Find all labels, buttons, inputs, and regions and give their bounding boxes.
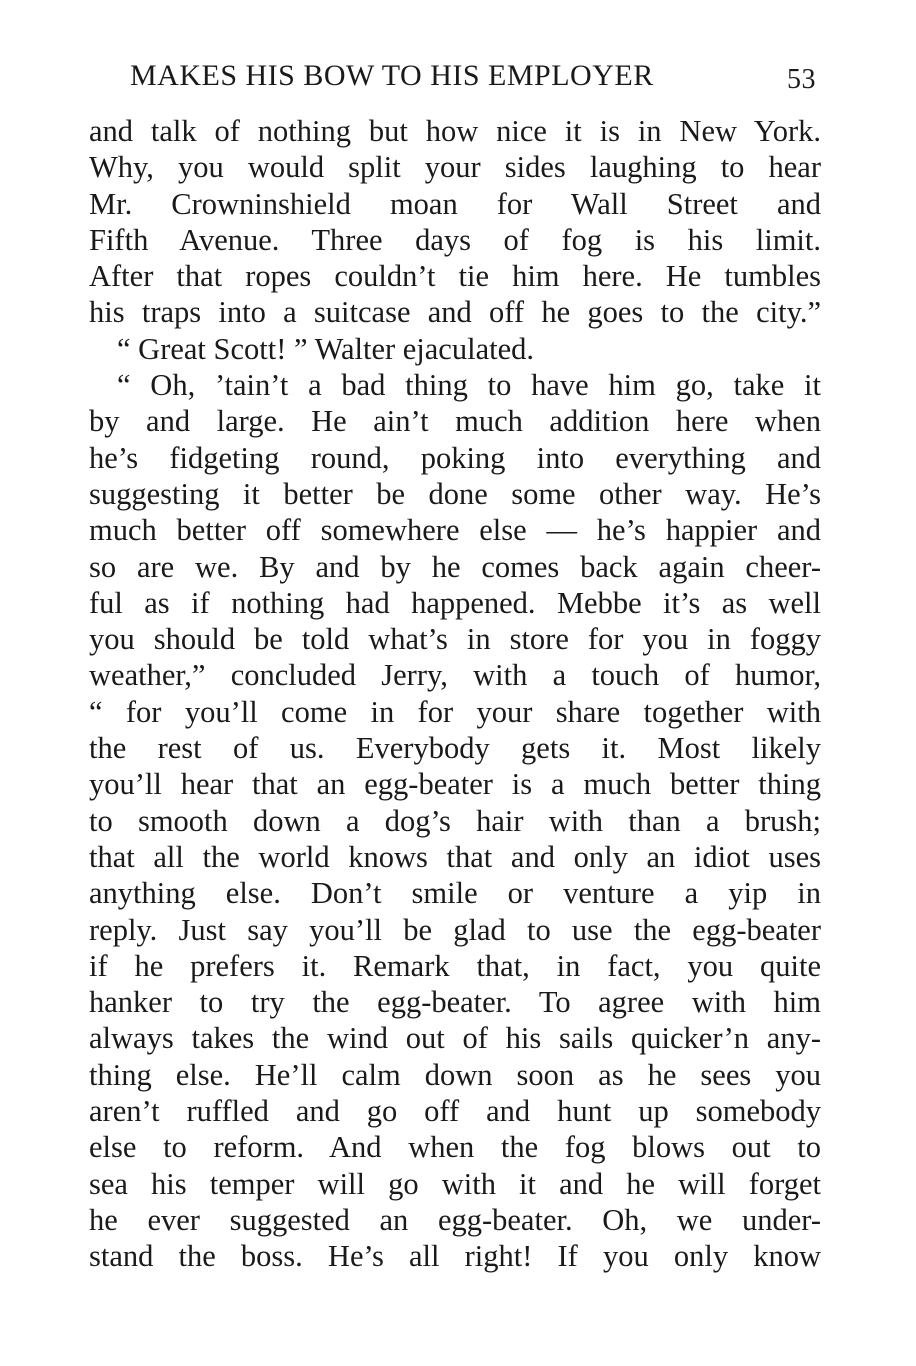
text-line: that all the world knows that and only an idiot uses (89, 839, 821, 874)
text-line: if he prefers it. Remark that, in fact, you quite (89, 948, 821, 983)
text-line: so are we. By and by he comes back again cheer- (89, 549, 821, 584)
text-line: “ Oh, ’tain’t a bad thing to have him go, take it (117, 368, 821, 403)
text-line: you should be told what’s in store for you in foggy (89, 622, 821, 657)
text-line: stand the boss. He’s all right! If you only know (89, 1239, 821, 1274)
running-title: MAKES HIS BOW TO HIS EMPLOYER (130, 59, 654, 92)
text-line: reply. Just say you’ll be glad to use the egg-beater (89, 912, 821, 947)
text-line: thing else. He’ll calm down soon as he sees you (89, 1057, 821, 1092)
text-line: Fifth Avenue. Three days of fog is his limit. (89, 222, 821, 257)
text-line: Why, you would split your sides laughing to hear (89, 150, 821, 185)
text-line: hanker to try the egg-beater. To agree with him (89, 985, 821, 1020)
text-line: anything else. Don’t smile or venture a yip in (89, 876, 821, 911)
text-line: ful as if nothing had happened. Mebbe it’s as well (89, 585, 821, 620)
text-line: and talk of nothing but how nice it is in New York. (89, 114, 821, 148)
running-head (130, 56, 824, 96)
text-line: he’s fidgeting round, poking into everything and (89, 440, 821, 475)
body-text (89, 113, 821, 1275)
text-line: he ever suggested an egg-beater. Oh, we under- (89, 1202, 821, 1237)
text-line: Mr. Crowninshield moan for Wall Street and (89, 186, 821, 221)
text-line: else to reform. And when the fog blows out to (89, 1130, 821, 1165)
text-line: the rest of us. Everybody gets it. Most likely (89, 731, 821, 766)
text-line: always takes the wind out of his sails quicker’n any- (89, 1021, 821, 1056)
text-line: to smooth down a dog’s hair with than a brush; (89, 803, 821, 838)
page-number: 53 (787, 64, 816, 95)
text-line: “ Great Scott! ” Walter ejaculated. (117, 331, 534, 366)
text-line: much better off somewhere else — he’s happier and (89, 513, 821, 548)
text-line: you’ll hear that an egg-beater is a much better thing (89, 767, 821, 802)
text-line: aren’t ruffled and go off and hunt up somebody (89, 1094, 821, 1129)
text-line: weather,” concluded Jerry, with a touch of humor, (89, 658, 821, 693)
text-line: by and large. He ain’t much addition here when (89, 404, 821, 439)
text-line: “ for you’ll come in for your share together with (89, 694, 821, 729)
text-line: his traps into a suitcase and off he goes to the city.” (89, 295, 821, 330)
text-line: suggesting it better be done some other way. He’s (89, 476, 821, 511)
text-line: sea his temper will go with it and he will forget (89, 1166, 821, 1201)
text-line: After that ropes couldn’t tie him here. He tumbles (89, 259, 821, 294)
